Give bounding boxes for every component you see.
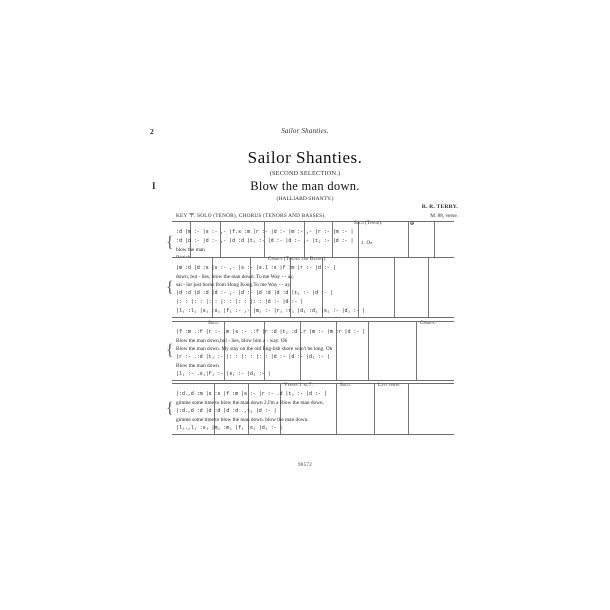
page-subtitle: (SECOND SELECTION.) <box>269 170 341 177</box>
lyric-line: down, but - lies, blow the man down. To me Way - - ay, <box>176 274 294 280</box>
solfa-line: |l₁.,l₁ :s₁ |m₁ :m₁ |f₁ :s₁ |d₁ :- | <box>176 425 283 431</box>
lyric-line: Blow the man down,bul - lies, blow him a - way. Oh <box>176 338 288 344</box>
system-rows <box>172 258 454 317</box>
system-brace: { <box>166 278 174 296</box>
solfa-line: |d :d |d :d |d :- ,- |d :- |d :d |d :d |t₁ :- |d :- | <box>176 290 333 296</box>
system-marker: 1. Oh <box>361 241 373 246</box>
system-rows <box>172 384 454 434</box>
system-marker: Verses 1 to 7. <box>284 383 314 388</box>
system-marker: ✠ <box>410 222 415 227</box>
page-number: 2 <box>150 127 154 136</box>
lyric-line: gimme some time to blow the man down 2.I'm a Blow the man down. <box>176 400 324 406</box>
song-subtitle: (HALLIARD SHANTY.) <box>276 196 334 202</box>
solfa-line: |l₁ :l₁ |s₁ :s₁ |f₁ :- ,- |m₁ :- |r₁ :r₁ |d₁ :d₁ |s₁ :- |d₁ :- | <box>176 308 366 314</box>
system-4 <box>166 383 454 435</box>
key-line: KEY ℉. SOLO (TENOR), CHORUS (TENORS AND BASSES). <box>176 213 326 219</box>
system-marker: Solo. <box>340 383 352 388</box>
sheet-music-image <box>150 125 460 470</box>
tempo-marking: M. 88, verse. <box>430 213 458 219</box>
system-marker: Chorus (Tenors and Basses). <box>268 257 327 262</box>
solfa-line: |:d.,d :d |d :d |d :d .,t₁ |d :- | <box>176 408 277 414</box>
system-marker: Solo. <box>208 321 220 326</box>
lyric-line: gimme some time to blow the man down. blow the man down. <box>176 417 309 423</box>
song-title: Blow the man down. <box>250 179 360 193</box>
system-brace: { <box>166 400 174 417</box>
system-3 <box>166 321 454 381</box>
page-title: Sailor Shanties. <box>247 148 363 167</box>
solfa-line: |: : |: : |: : |: : |: : |: : |d :- |d :- | <box>176 299 304 305</box>
lyric-line: blow the man <box>176 247 205 253</box>
system-rows <box>172 322 454 380</box>
solfa-line: |r :- .:d |t₁ :- |: : |: : |: : |d :- |d :- |d₁ :- | <box>176 354 330 360</box>
running-head: Sailor Shanties. <box>281 127 329 135</box>
system-marker: Last verse. <box>378 383 401 388</box>
lyric-line: sai - lor just horns from Hong Kong.To me Way - - ay, <box>176 282 291 288</box>
solfa-line: |f :m .:f |r :- .m |s :- .:f |r :d |t₁ :d .r |m :- |m :r |d :- | <box>176 329 366 335</box>
solfa-line: |m :d |d :s |s :- ,- |s :- |s.l :s |f :m |r :- |d :- | <box>176 265 336 271</box>
system-marker: Solo (Tenor). <box>354 221 383 226</box>
lyric-line: Blow the man down. My stay on the old Eng-lish shore won't be long. Oh <box>176 346 333 352</box>
system-marker: Chorus. <box>420 321 437 326</box>
plate-number: 90572 <box>298 463 312 468</box>
system-brace: { <box>166 342 174 359</box>
song-number: I <box>152 181 156 191</box>
solfa-line: :d |d :- |d :- ,- |d :d |t₁ :- |d :- |d :- ,- |t₁ :- |d :- | <box>176 238 354 244</box>
system-brace: { <box>166 233 174 251</box>
solfa-line: |:d.,d :m |s :s |f :m |s :- |r :- .d |t₁ :- |d :- | <box>176 391 327 397</box>
composer-credit: R. R. TERRY. <box>421 204 458 210</box>
solfa-line: :d |m :- |s :- ,- |f.s :m |r :- |d :- |m :- ,- |r :- |m :- | <box>176 229 354 235</box>
solfa-line: |l₁ :- .s₁|f₁ :- |s₁ :- |d₁ :- | <box>176 371 271 377</box>
lyric-line: Blow the man down. <box>176 363 221 369</box>
system-2 <box>166 257 454 318</box>
